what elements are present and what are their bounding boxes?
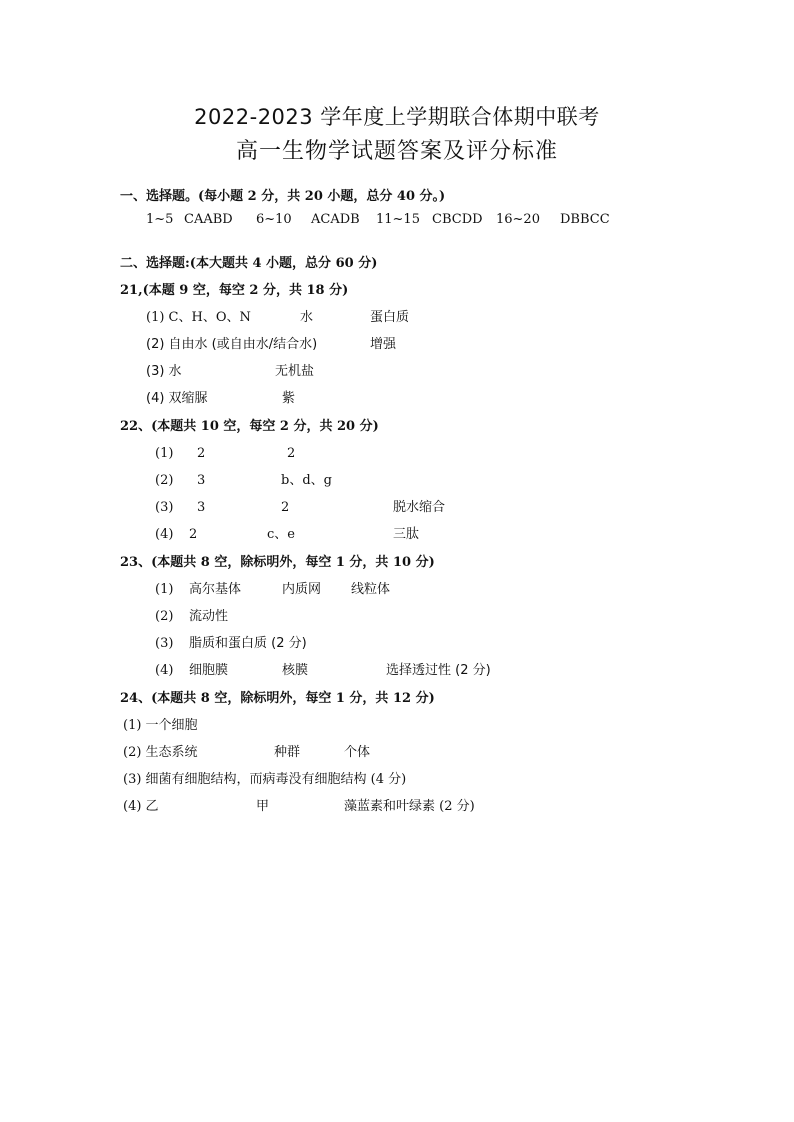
q22-row4-b: c、e <box>267 527 295 542</box>
q21-row3-a: (3) 水 <box>146 364 182 379</box>
mc-range-3: 11~15 <box>376 212 420 227</box>
q22-row3-num: (3) <box>155 500 174 515</box>
q24-row4-b: 甲 <box>256 799 270 814</box>
q21-row4-b: 紫 <box>282 391 296 406</box>
q22-row1-a: 2 <box>197 446 206 461</box>
mc-range-1: 1~5 <box>146 212 174 227</box>
q21-row2-a: (2) 自由水 (或自由水/结合水) <box>146 337 318 352</box>
mc-answers-4: DBBCC <box>560 212 610 227</box>
q21-row2-b: 增强 <box>370 337 397 352</box>
q23-row2-a: 流动性 <box>189 609 229 624</box>
q22-row1-b: 2 <box>287 446 296 461</box>
q21-row1-b: 水 <box>300 310 314 325</box>
q22-row1-num: (1) <box>155 446 174 461</box>
q24-row4-a: (4) 乙 <box>123 799 159 814</box>
q23-row3-a: 脂质和蛋白质 (2 分) <box>189 636 307 651</box>
q24-row1-a: (1) 一个细胞 <box>123 718 198 733</box>
q22-row2-a: 3 <box>197 473 206 488</box>
q21-row3-b: 无机盐 <box>275 364 315 379</box>
q24-row2-c: 个体 <box>344 745 371 760</box>
q24-row3-a: (3) 细菌有细胞结构，而病毒没有细胞结构 (4 分) <box>123 772 407 787</box>
q22-row3-b: 2 <box>281 500 290 515</box>
document-title-line-2: 高一生物学试题答案及评分标准 <box>235 139 558 164</box>
q23-row4-b: 核膜 <box>282 663 309 678</box>
q24-header: 24、(本题共 8 空，除标明外，每空 1 分，共 12 分) <box>120 691 435 706</box>
q23-row4-a: 细胞膜 <box>189 663 229 678</box>
q23-row4-c: 选择透过性 (2 分) <box>386 663 491 678</box>
q22-row2-num: (2) <box>155 473 174 488</box>
section-2-header: 二、选择题:(本大题共 4 小题，总分 60 分) <box>120 256 378 271</box>
q22-row3-a: 3 <box>197 500 206 515</box>
q23-row3-num: (3) <box>155 636 174 651</box>
q22-row3-c: 脱水缩合 <box>393 500 446 515</box>
q21-row1-c: 蛋白质 <box>370 310 410 325</box>
q21-header: 21,(本题 9 空，每空 2 分，共 18 分) <box>120 283 349 298</box>
mc-range-2: 6~10 <box>256 212 292 227</box>
q22-row4-num: (4) <box>155 527 174 542</box>
section-1-header: 一、选择题。(每小题 2 分，共 20 小题，总分 40 分。) <box>120 189 446 204</box>
mc-range-4: 16~20 <box>496 212 540 227</box>
q22-row4-c: 三肽 <box>393 527 420 542</box>
q22-row2-b: b、d、g <box>281 473 332 488</box>
q23-row2-num: (2) <box>155 609 174 624</box>
q23-row1-b: 内质网 <box>282 582 322 597</box>
q23-header: 23、(本题共 8 空，除标明外，每空 1 分，共 10 分) <box>120 555 435 570</box>
q21-row4-a: (4) 双缩脲 <box>146 391 208 406</box>
document-title-line-1: 2022-2023 学年度上学期联合体期中联考 <box>194 105 600 129</box>
q23-row1-num: (1) <box>155 582 174 597</box>
mc-answers-1: CAABD <box>184 212 233 227</box>
q24-row2-a: (2) 生态系统 <box>123 745 198 760</box>
mc-answers-2: ACADB <box>311 212 360 227</box>
q21-row1-a: (1) C、H、O、N <box>146 310 251 325</box>
mc-answers-3: CBCDD <box>432 212 483 227</box>
q23-row1-a: 高尔基体 <box>189 582 242 597</box>
q24-row4-c: 藻蓝素和叶绿素 (2 分) <box>344 799 475 814</box>
q23-row4-num: (4) <box>155 663 174 678</box>
q24-row2-b: 种群 <box>274 745 301 760</box>
q22-header: 22、(本题共 10 空，每空 2 分，共 20 分) <box>120 419 379 434</box>
q23-row1-c: 线粒体 <box>351 582 391 597</box>
q22-row4-a: 2 <box>189 527 198 542</box>
